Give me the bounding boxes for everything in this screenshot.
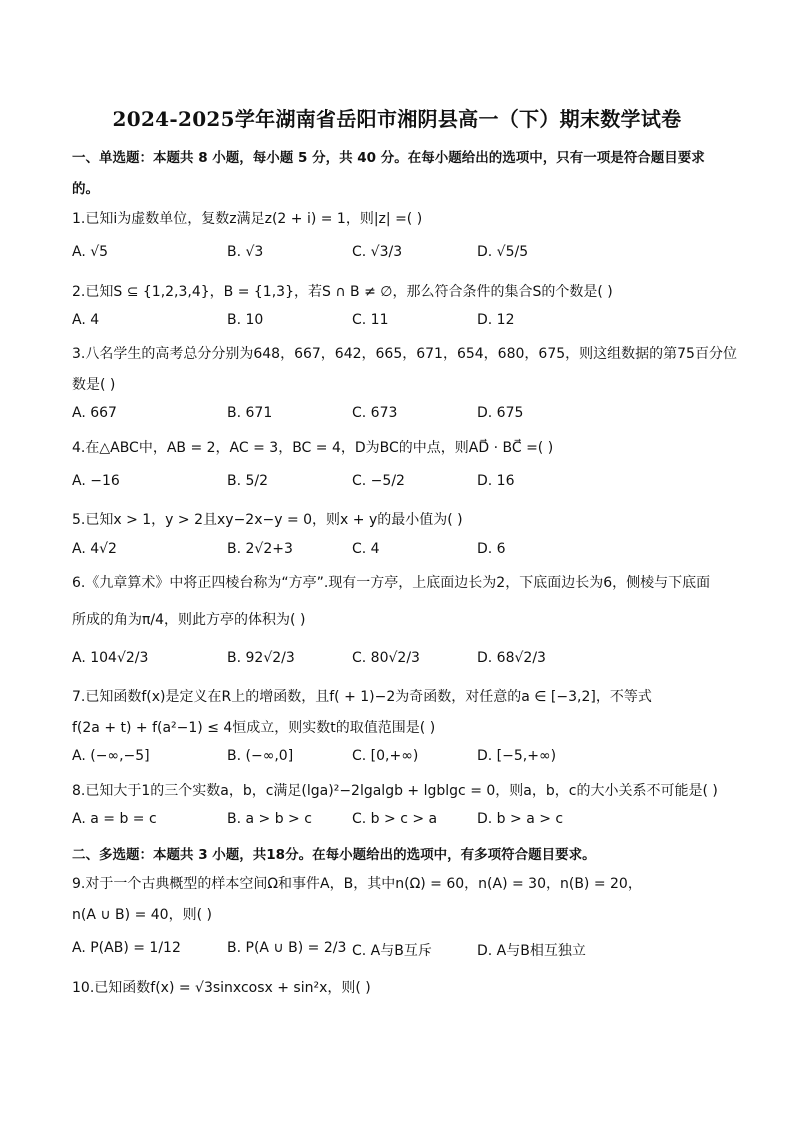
question-1-options — [72, 244, 732, 268]
q6-option-a: A. 104√2/3 — [72, 650, 149, 666]
q2-option-c: C. 11 — [352, 312, 389, 328]
q7-option-b: B. (−∞,0] — [227, 748, 294, 764]
question-3-options — [72, 405, 732, 429]
q4-option-b: B. 5/2 — [227, 473, 269, 489]
q7-option-d: D. [−5,+∞) — [477, 748, 557, 764]
question-5-options — [72, 541, 732, 565]
q2-option-b: B. 10 — [227, 312, 264, 328]
q7-option-a: A. (−∞,−5] — [72, 748, 150, 764]
q1-option-a: A. √5 — [72, 244, 109, 260]
exam-title: 2024-2025学年湖南省岳阳市湘阴县高一（下）期末数学试卷 — [112, 107, 682, 131]
q8-option-b: B. a > b > c — [227, 811, 312, 827]
q5-option-c: C. 4 — [352, 541, 380, 557]
q4-option-a: A. −16 — [72, 473, 120, 489]
q8-option-d: D. b > a > c — [477, 811, 564, 827]
question-6-options — [72, 650, 732, 674]
q2-option-a: A. 4 — [72, 312, 100, 328]
q2-option-d: D. 12 — [477, 312, 515, 328]
question-9-options — [72, 940, 732, 964]
question-2-options — [72, 312, 732, 336]
question-1: 1.已知i为虚数单位，复数z满足z(2 + i) = 1，则|z| =( ) — [72, 211, 423, 227]
q9-option-a: A. P(AB) = 1/12 — [72, 940, 181, 956]
q5-option-d: D. 6 — [477, 541, 506, 557]
question-7-options — [72, 748, 732, 772]
q3-option-d: D. 675 — [477, 405, 524, 421]
q5-option-b: B. 2√2+3 — [227, 541, 293, 557]
question-8-options — [72, 811, 732, 835]
q8-option-a: A. a = b = c — [72, 811, 157, 827]
q8-option-c: C. b > c > a — [352, 811, 438, 827]
question-2: 2.已知S ⊆ {1,2,3,4}，B = {1,3}，若S ∩ B ≠ ∅，那么符合条件的集合S的个数是( ) — [72, 284, 613, 300]
q5-option-a: A. 4√2 — [72, 541, 117, 557]
q6-option-b: B. 92√2/3 — [227, 650, 295, 666]
q9-option-b: B. P(A ∪ B) = 2/3 — [227, 940, 347, 956]
question-10: 10.已知函数f(x) = √3sinxcosx + sin²x，则( ) — [72, 980, 371, 996]
question-4: 4.在△ABC中，AB = 2，AC = 3，BC = 4，D为BC的中点，则AD⃗ · BC⃗ =( ) — [72, 440, 554, 456]
question-9-cont: n(A ∪ B) = 40，则( ) — [72, 907, 212, 923]
question-6: 6.《九章算术》中将正四棱台称为“方亭”.现有一方亭，上底面边长为2，下底面边长为6，侧棱与下底面 — [72, 575, 711, 591]
q1-option-d: D. √5/5 — [477, 244, 529, 260]
question-5: 5.已知x > 1，y > 2且xy−2x−y = 0，则x + y的最小值为( ) — [72, 512, 463, 528]
q1-option-c: C. √3/3 — [352, 244, 403, 260]
question-3-cont: 数是( ) — [72, 377, 116, 393]
q9-option-c: C. A与B互斥 — [352, 943, 432, 959]
section2-heading: 二、多选题：本题共 3 小题，共18分。在每小题给出的选项中，有多项符合题目要求。 — [72, 847, 596, 863]
section1-heading-cont: 的。 — [72, 181, 99, 197]
q3-option-b: B. 671 — [227, 405, 273, 421]
q3-option-a: A. 667 — [72, 405, 117, 421]
question-7-cont: f(2a + t) + f(a²−1) ≤ 4恒成立，则实数t的取值范围是( ) — [72, 720, 436, 736]
question-3: 3.八名学生的高考总分分别为648，667，642，665，671，654，680，675，则这组数据的第75百分位 — [72, 346, 737, 362]
question-7: 7.已知函数f(x)是定义在R上的增函数，且f( + 1)−2为奇函数，对任意的a ∈ [−3,2]，不等式 — [72, 689, 652, 705]
q6-option-c: C. 80√2/3 — [352, 650, 420, 666]
question-6-cont: 所成的角为π/4，则此方亭的体积为( ) — [72, 612, 306, 628]
section1-heading: 一、单选题：本题共 8 小题，每小题 5 分，共 40 分。在每小题给出的选项中，只有一项是符合题目要求 — [72, 150, 705, 166]
question-4-options — [72, 473, 732, 497]
q4-option-c: C. −5/2 — [352, 473, 405, 489]
q4-option-d: D. 16 — [477, 473, 515, 489]
q7-option-c: C. [0,+∞) — [352, 748, 419, 764]
q1-option-b: B. √3 — [227, 244, 264, 260]
question-8: 8.已知大于1的三个实数a，b，c满足(lga)²−2lgalgb + lgblgc = 0，则a，b，c的大小关系不可能是( ) — [72, 783, 718, 799]
question-9: 9.对于一个古典概型的样本空间Ω和事件A，B，其中n(Ω) = 60，n(A) = 30，n(B) = 20， — [72, 876, 642, 892]
q6-option-d: D. 68√2/3 — [477, 650, 546, 666]
q3-option-c: C. 673 — [352, 405, 398, 421]
q9-option-d: D. A与B相互独立 — [477, 943, 586, 959]
